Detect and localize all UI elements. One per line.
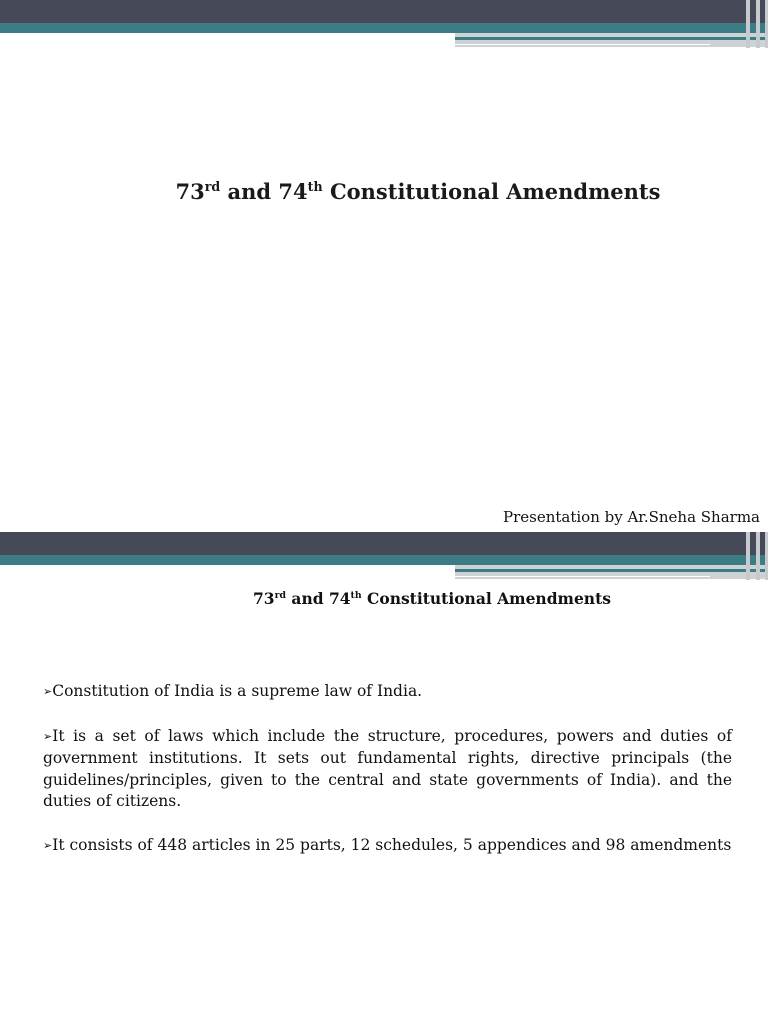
header-band-dark — [0, 0, 768, 23]
header-band-line — [455, 44, 710, 45]
arrow-bullet-icon: ➢ — [43, 838, 53, 852]
slide-body — [43, 681, 732, 879]
slide-title: 73rd and 74th Constitutional Amendments — [253, 589, 611, 608]
header-band-accent — [455, 569, 768, 572]
header-band-accent — [455, 37, 768, 40]
bullet-item: ➢Constitution of India is a supreme law of India. — [43, 682, 423, 700]
header-band-teal — [0, 555, 768, 565]
presenter-credit: Presentation by Ar.Sneha Sharma — [503, 508, 760, 526]
header-stripe — [746, 0, 750, 48]
arrow-bullet-icon: ➢ — [43, 685, 53, 698]
bullet-item: ➢It is a set of laws which include the structure, procedures, powers and duties of government institutions. It sets out fundamental rights, directive principals (the guidelines/principles, given to the central and state governments of India). and the duties of citizens. — [43, 726, 732, 810]
header-band-line — [455, 576, 710, 577]
header-stripe — [756, 532, 760, 580]
header-stripe — [756, 0, 760, 48]
slide-2 — [0, 532, 768, 1024]
slide-title: 73rd and 74th Constitutional Amendments — [175, 179, 661, 204]
arrow-bullet-icon: ➢ — [43, 729, 53, 743]
header-stripe — [746, 532, 750, 580]
header-band-teal — [0, 23, 768, 33]
bullet-item: ➢It consists of 448 articles in 25 parts, 12 schedules, 5 appendices and 98 amendments — [43, 835, 732, 854]
header-band-dark — [0, 532, 768, 555]
